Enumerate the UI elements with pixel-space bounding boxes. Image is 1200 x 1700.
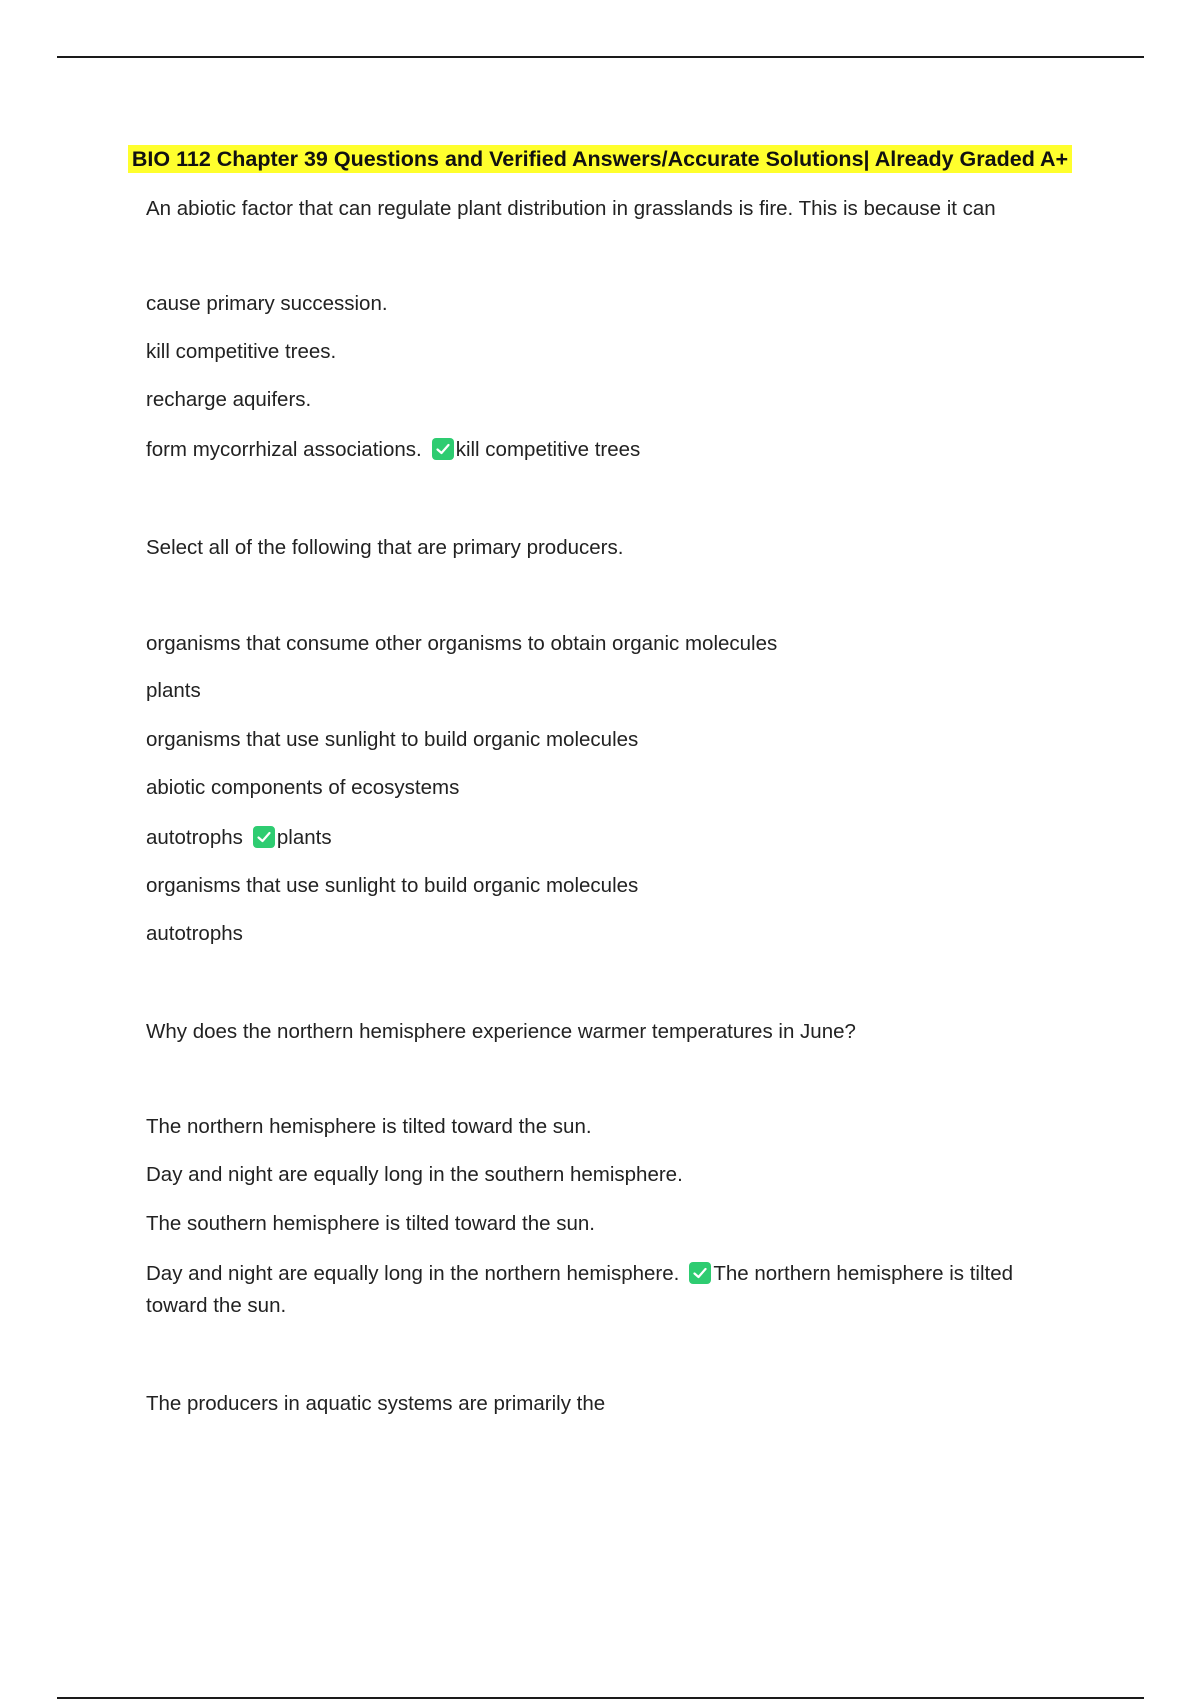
question-1-option-4: form mycorrhizal associations.: [146, 438, 422, 461]
question-4-prompt: The producers in aquatic systems are primarily the: [146, 1392, 606, 1415]
title-container: [0, 145, 1200, 173]
question-2-option-3: organisms that use sunlight to build organic molecules: [146, 728, 639, 751]
question-1-prompt: An abiotic factor that can regulate plant distribution in grasslands is fire. This is because it can: [146, 197, 996, 220]
question-3-prompt: Why does the northern hemisphere experience warmer temperatures in June?: [146, 1020, 856, 1043]
question-3-option-3: The southern hemisphere is tilted toward the sun.: [146, 1212, 595, 1235]
question-2-answer-2: organisms that use sunlight to build organic molecules: [146, 874, 639, 897]
check-mark-icon: [689, 1262, 711, 1284]
header-rule: [57, 56, 1144, 58]
question-2-option-1: organisms that consume other organisms to obtain organic molecules: [146, 632, 778, 655]
document-title: BIO 112 Chapter 39 Questions and Verified Answers/Accurate Solutions| Already Graded A+: [128, 145, 1072, 173]
check-mark-icon: [253, 826, 275, 848]
question-2-option-5-row: [146, 822, 332, 854]
question-3-option-4: Day and night are equally long in the northern hemisphere.: [146, 1262, 680, 1285]
question-1-option-3: recharge aquifers.: [146, 388, 312, 411]
question-3-option-1: The northern hemisphere is tilted toward the sun.: [146, 1115, 592, 1138]
question-1-option-4-row: [146, 434, 640, 466]
question-2-prompt: Select all of the following that are primary producers.: [146, 536, 624, 559]
question-2-answer-1: plants: [276, 826, 332, 849]
question-2-option-4: abiotic components of ecosystems: [146, 776, 460, 799]
question-1-option-1: cause primary succession.: [146, 292, 388, 315]
question-1-option-2: kill competitive trees.: [146, 340, 337, 363]
question-2-answer-3: autotrophs: [146, 922, 243, 945]
check-mark-icon: [432, 438, 454, 460]
question-3-option-4-row: [146, 1258, 1076, 1322]
question-2-option-5: autotrophs: [146, 826, 243, 849]
footer-rule: [57, 1697, 1144, 1699]
question-2-option-2: plants: [146, 679, 201, 702]
question-1-answer: kill competitive trees: [455, 438, 641, 461]
question-3-answer: The northern hemisphere is tilted toward the sun.: [146, 1262, 1014, 1317]
question-3-option-2: Day and night are equally long in the southern hemisphere.: [146, 1163, 683, 1186]
